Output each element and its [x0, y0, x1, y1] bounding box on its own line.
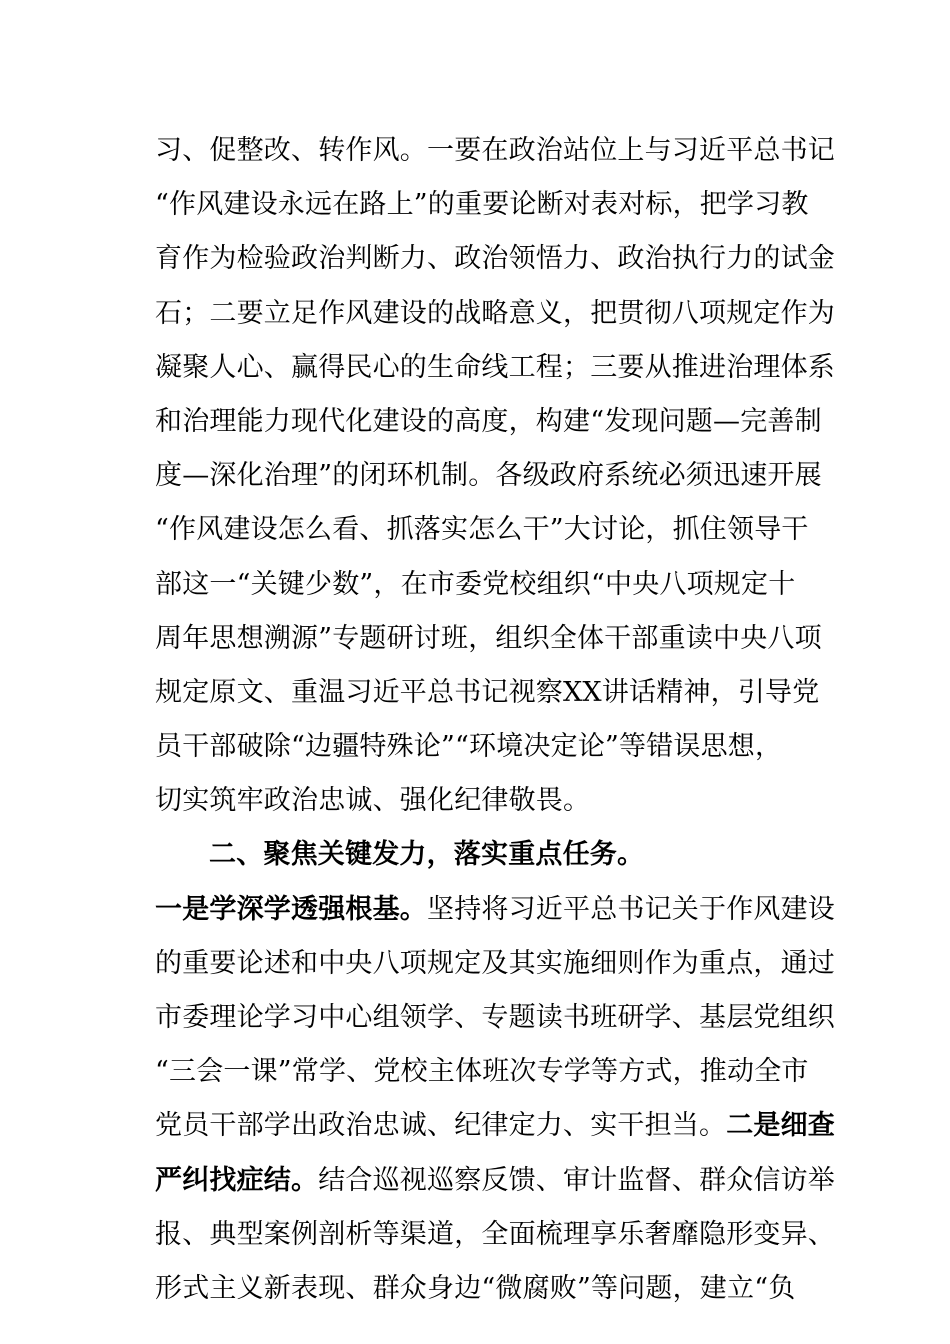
paragraph-line: 习、促整改、转作风。一要在政治站位上与习近平总书记 — [155, 135, 835, 166]
paragraph-line: 规定原文、重温习近平总书记视察XX讲话精神，引导党 — [155, 676, 820, 708]
paragraph-line: 报、典型案例剖析等渠道，全面梳理享乐奢靡隐形变异、 — [155, 1218, 835, 1250]
paragraph-line: 凝聚人心、赢得民心的生命线工程；三要从推进治理体系 — [155, 351, 835, 383]
paragraph-line: 部这一“关键少数”，在市委党校组织“中央八项规定十 — [155, 568, 796, 600]
paragraph-line — [155, 1099, 836, 1153]
paragraph-line: 周年思想溯源”专题研讨班，组织全体干部重读中央八项 — [155, 622, 822, 654]
paragraph-line: 员干部破除“边疆特殊论”“环境决定论”等错误思想， — [155, 731, 783, 763]
paragraph-text: 坚持将习近平总书记关于作风建设 — [427, 893, 835, 925]
subsection-lead: 严纠找症结。 — [155, 1164, 319, 1196]
paragraph-line: 度—深化治理”的闭环机制。各级政府系统必须迅速开展 — [155, 460, 822, 492]
subsection-lead: 二是细查 — [726, 1110, 836, 1142]
paragraph-line: “作风建设怎么看、抓落实怎么干”大讨论，抓住领导干 — [155, 514, 809, 546]
paragraph-line: “三会一课”常学、党校主体班次专学等方式，推动全市 — [155, 1056, 809, 1088]
subsection-lead: 一是学深学透强根基。 — [155, 893, 427, 925]
section-heading: 二、聚焦关键发力，落实重点任务。 — [209, 839, 645, 871]
paragraph-line: 的重要论述和中央八项规定及其实施细则作为重点，通过 — [155, 947, 835, 979]
paragraph-line — [155, 1154, 836, 1208]
paragraph-line: 育作为检验政治判断力、政治领悟力、政治执行力的试金 — [155, 243, 835, 275]
paragraph-line: “作风建设永远在路上”的重要论断对表对标，把学习教 — [155, 189, 809, 221]
paragraph-line: 形式主义新表现、群众身边“微腐败”等问题，建立“负 — [155, 1272, 796, 1304]
paragraph-line: 和治理能力现代化建设的高度，构建“发现问题—完善制 — [155, 405, 822, 437]
paragraph-line: 石；二要立足作风建设的战略意义，把贯彻八项规定作为 — [155, 297, 835, 329]
paragraph-line — [155, 883, 835, 937]
paragraph-line: 切实筑牢政治忠诚、强化纪律敬畏。 — [155, 785, 591, 817]
document-body — [155, 124, 836, 1316]
paragraph-line: 市委理论学习中心组领学、专题读书班研学、基层党组织 — [155, 1002, 835, 1033]
paragraph-text: 党员干部学出政治忠诚、纪律定力、实干担当。 — [155, 1110, 727, 1142]
paragraph-text: 结合巡视巡察反馈、审计监督、群众信访举 — [318, 1164, 836, 1196]
